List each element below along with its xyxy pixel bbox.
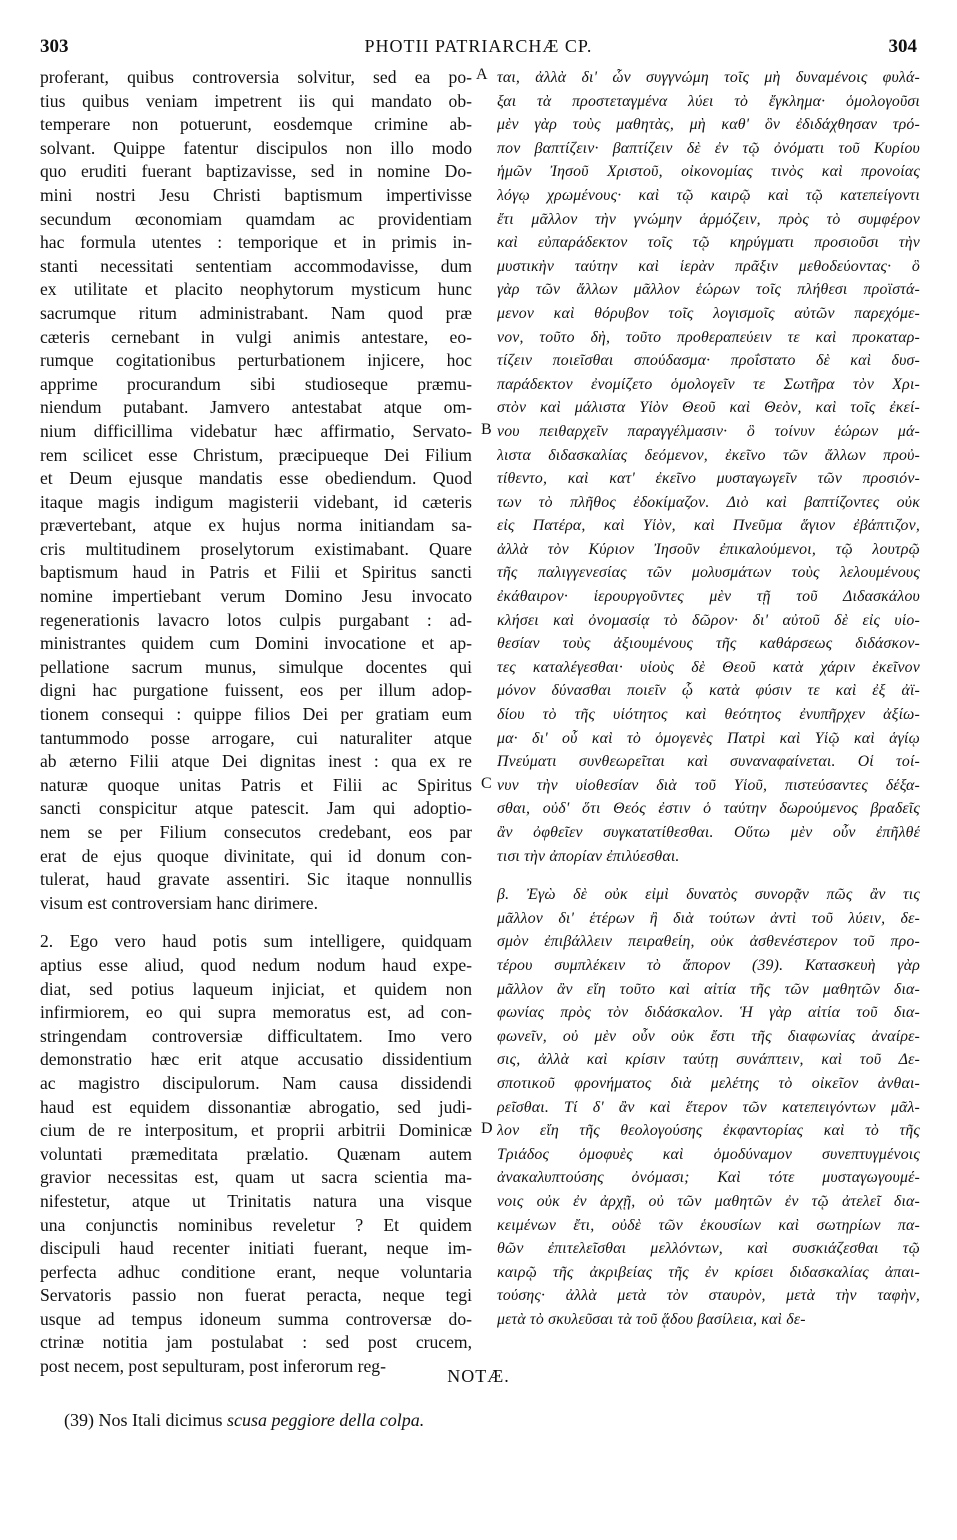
greek-text-line: τῆς παλιγγενεσίας τῶν μολυσμάτων τοὺς λελουμένους xyxy=(497,564,920,582)
latin-text-line: sancti conspicitur atque patescit. Jam qui adoptio- xyxy=(40,798,472,819)
latin-text-line: temperare non potuerunt, eosdemque crimine ab- xyxy=(40,114,472,135)
greek-text-line: εἰς Πατέρα, καὶ Υἱὸν, καὶ Πνεῦμα ἅγιον ἐβάπτιζον, xyxy=(497,517,920,535)
latin-text-line: erat de ejus quoque divinitate, qui id donum con- xyxy=(40,845,472,866)
greek-text-line: μενον καὶ θόρυβον τοῖς λογισμοῖς αὐτῶν παρεχόμε- xyxy=(497,304,920,322)
margin-marker-b: B xyxy=(481,421,492,438)
latin-text-line: et Deum ejusque mandatis esse obediendum. Quod xyxy=(40,468,472,489)
greek-text-line: τες καταλέγεσθαι· υἱοὺς δὲ Θεοῦ κατὰ χάριν ἐκεῖνον xyxy=(497,658,920,676)
greek-text-line: στὸν καὶ μάλιστα Υἱὸν Θεοῦ καὶ Θεὸν, καὶ τοῖς ἐκεί- xyxy=(497,399,920,417)
greek-text-line: λον εἴη τῆς θεολογούσης ἐκφαντορίας καὶ τὸ τῆς xyxy=(497,1122,920,1140)
greek-text-line: ξαι τὰ προστεταγμένα λύει τὸ ἔγκλημα· ὁμολογοῦσι xyxy=(497,92,920,110)
latin-text-line: tulerat, haud gravate assentiri. Sic itaque nonnullis xyxy=(40,869,472,890)
latin-text-line: aptius esse aliud, quod nedum nodum haud expe- xyxy=(40,954,472,975)
latin-text-line: infirmiorem, eo qui supra memoratus est, ad con- xyxy=(40,1002,472,1023)
latin-text-line: stringendam controversiæ difficultatem. Imo vero xyxy=(40,1025,472,1046)
greek-text-line: γὰρ τῶν ἄλλων μᾶλλον ἑώρων τοῖς πλήθεσι προϊστά- xyxy=(497,281,920,299)
latin-text-line: nium difficillima videbatur hæc affirmatio, Servato- xyxy=(40,420,472,441)
latin-text-line: ex utilitate et placito neophytorum mysticum hunc xyxy=(40,279,472,300)
latin-text-line: regenerationis lavacro lotos culpis purgabant : ad- xyxy=(40,609,472,630)
greek-text-line: νου πειθαρχεῖν παραγγέλμασιν· ὃ τοίνυν ἑώρων μά- xyxy=(497,422,920,440)
greek-text-line: σθαι, οὐδ' ὅτι Θεός ἐστιν ὁ ταύτην δωρούμενος βραδεῖς xyxy=(497,800,920,818)
greek-text-line: ἀνακαλυπτούσης ὀνόμασι; Καὶ τότε μυσταγωγουμέ- xyxy=(497,1169,920,1187)
latin-text-line: discipuli haud recenter initiati fuerant, neque im- xyxy=(40,1238,472,1259)
page-number-left: 303 xyxy=(40,36,69,57)
footnote xyxy=(64,1410,424,1431)
greek-text-line: ἀλλὰ τὸν Κύριον Ἰησοῦν ἐπικαλούμενοι, τῷ λουτρῷ xyxy=(497,540,920,558)
latin-text-line: visum est controversiam hanc dirimere. xyxy=(40,892,318,913)
latin-text-line: nomine impertiebant verum Domino Jesu invocato xyxy=(40,586,472,607)
latin-text-line: haud est equidem dissonantiæ abrogatio, sed judi- xyxy=(40,1096,472,1117)
page-header xyxy=(0,36,957,60)
latin-text-line: cæteris cernebant in vulgi animis antestare, eo- xyxy=(40,326,472,347)
latin-text-line: 2. Ego vero haud potis sum intelligere, quidquam xyxy=(40,931,472,952)
footnote-number: (39) xyxy=(64,1410,94,1430)
greek-text-line: μυστικὴν ταύτην καὶ ἱερὰν πρᾶξιν μεθοδεύοντας· ὃ xyxy=(497,257,920,275)
latin-text-line: baptismum haud in Patris et Filii et Spiritus sancti xyxy=(40,562,472,583)
greek-text-line: σμὸν ἐπιβάλλειν πειραθείη, οὐκ ἀσθενέστερον τοῦ προ- xyxy=(497,933,920,951)
greek-text-line: νον, τοῦτο δὴ, τοῦτο προθεραπεύειν τε καὶ προκαταρ- xyxy=(497,328,920,346)
greek-text-line: μόνον δύνασθαι ποιεῖν ᾧ κατὰ φύσιν τε καὶ ἐξ ἀϊ- xyxy=(497,682,920,700)
latin-column xyxy=(40,66,472,1379)
latin-text-line: perfecta adhuc conditione erant, neque voluntaria xyxy=(40,1261,472,1282)
latin-text-line: tius quibus veniam impetrent iis qui mandato ob- xyxy=(40,90,472,111)
margin-marker-a: A xyxy=(476,66,488,83)
greek-text-line: κειμένων ἔτι, οὐδὲ τῶν ἑκουσίων καὶ σωτηρίων πα- xyxy=(497,1216,920,1234)
latin-text-line: una conjunctis nominibus reveletur ? Et quidem xyxy=(40,1214,472,1235)
latin-text-line: quo eruditi fuerant baptizavisse, sed in nomine Do- xyxy=(40,161,472,182)
latin-text-line: post necem, post sepulturam, post inferorum reg- xyxy=(40,1356,386,1377)
latin-text-line: Servatoris passio non fuerat peracta, neque tegi xyxy=(40,1285,472,1306)
latin-text-line: nem se per Filium consecutos credebant, eos par xyxy=(40,822,472,842)
greek-text-line: ται, ἀλλὰ δι' ὧν συγγνώμη τοῖς μὴ δυναμένοις φυλά- xyxy=(497,69,920,86)
footnote-text: Nos Itali dicimus xyxy=(98,1410,223,1430)
greek-text-line: μᾶλλον δι' ἑτέρων ἢ διὰ τούτων ἀντὶ τοῦ λύειν, δε- xyxy=(497,909,920,927)
notes-heading: NOTÆ. xyxy=(447,1366,510,1386)
margin-marker-c: C xyxy=(481,775,492,792)
greek-text-line: τούσης· ἀλλὰ μετὰ τὸν σταυρὸν, μετὰ τὴν ταφὴν, xyxy=(497,1287,920,1305)
latin-text-line: gravior necessitas est, quam ut sacra scientia ma- xyxy=(40,1167,472,1188)
greek-text-line: μα· δι' οὗ καὶ τὸ ὁμογενὲς Πατρὶ καὶ Υἱῷ καὶ ἁγίῳ xyxy=(497,729,920,747)
greek-text-line: φωνεῖν, οὐ μὲν οὖν οὐκ ἔστι τῆς διαφωνίας ἀναίρε- xyxy=(497,1027,920,1045)
latin-text-line: cium de re interpositum, et proprii arbitrii Dominicæ xyxy=(40,1120,472,1141)
greek-text-line: λιστα διδασκαλίας δεόμενον, ἐκεῖνο τῶν ἄλλων προὐ- xyxy=(497,446,920,464)
latin-text-line: rem scilicet esse Christum, præcipueque Dei Filium xyxy=(40,444,472,465)
latin-text-line: apprime procurandum sibi studioseque præmu- xyxy=(40,373,472,394)
page-number-right: 304 xyxy=(888,36,917,57)
greek-text-line: τίθεντο, καὶ κατ' ἐκεῖνο μυσταγωγεῖν τῶν προσιόν- xyxy=(497,470,920,488)
latin-text-line: sacrumque ritum administrabant. Nam quod præ xyxy=(40,302,472,323)
greek-text-line: Τριάδος ὁμοφυὲς καὶ ὁμοδύναμον συνεπτυγμένοις xyxy=(497,1145,920,1163)
greek-text-line: παράδεκτον ἐνομίζετο ὁμολογεῖν τε Σωτῆρα τὸν Χρι- xyxy=(497,375,920,393)
latin-text-line: nifestetur, atque ut Trinitatis natura una visque xyxy=(40,1190,472,1211)
greek-text-line: φωνίας πρὸς τὸν διδάσκαλον. Ἡ γὰρ αἰτία τοῦ δια- xyxy=(497,1004,920,1022)
greek-text-line: β. Ἐγὼ δὲ οὐκ εἰμὶ δυνατὸς συνορᾷν πῶς ἂν τις xyxy=(497,886,920,904)
greek-column xyxy=(497,66,920,1331)
greek-text-line: καιρῷ τῆς ἀκριβείας τῆς ἐν κρίσει διδασκαλίας ἀπαι- xyxy=(497,1263,920,1281)
latin-text-line: stanti necessitati sententiam accommodavisse, dum xyxy=(40,255,472,276)
greek-text-line: ἂν ὀφθεῖεν συγκατατίθεσθαι. Οὕτω μὲν οὖν ἐπῆλθέ xyxy=(497,824,920,841)
greek-text-line: των τὸ πλῆθος ἐδοκίμαζον. Διὸ καὶ βαπτίζοντες οὐκ xyxy=(497,493,920,511)
greek-text-line: μὲν γὰρ τοὺς μαθητὰς, μὴ καθ' ὃν ἐδιδάχθησαν τρό- xyxy=(497,116,920,134)
latin-text-line: naturæ quoque unitas Patris et Filii ac Spiritus xyxy=(40,774,472,795)
greek-text-line: μᾶλλον ἂν εἴη τοῦτο καὶ αἰτία τῆς τῶν μαθητῶν δια- xyxy=(497,980,920,998)
margin-marker-d: D xyxy=(481,1120,493,1137)
greek-text-line: μετὰ τὸ σκυλεῦσαι τὰ τοῦ ᾅδου βασίλεια, καὶ δε- xyxy=(497,1310,806,1328)
latin-text-line: diat, sed potius laqueum injiciat, et quidem non xyxy=(40,978,472,999)
latin-text-line: voluntati præmeditata prælatio. Quænam autem xyxy=(40,1143,472,1164)
greek-text-line: νυν τὴν υἱοθεσίαν διὰ τοῦ Υἱοῦ, πιστεύσαντες δέξα- xyxy=(497,776,920,794)
latin-text-line: proferant, quibus controversia solvitur, sed ea po- xyxy=(40,67,472,87)
latin-text-line: solvant. Quippe fatentur discipulos non illo modo xyxy=(40,137,472,158)
latin-text-line: ac magistro discipulorum. Nam causa dissidendi xyxy=(40,1072,472,1093)
greek-text-line: ἡμῶν Ἰησοῦ Χριστοῦ, οἰκονομίας τινὸς καὶ προνοίας xyxy=(497,163,920,181)
latin-text-line: ctrinæ notitia jam postulabat : sed post crucem, xyxy=(40,1332,472,1353)
greek-text-line: κλήσει καὶ ὀνομασίᾳ τὸ δῶρον· δι' αὐτοῦ δὲ εἰς υἱο- xyxy=(497,611,920,629)
greek-text-line: καὶ εὐπαράδεκτον τοῖς τῷ κηρύγματι προσιοῦσι τὴν xyxy=(497,234,920,252)
latin-text-line: niendum putabant. Jamvero antestabat atque om- xyxy=(40,397,472,418)
greek-text-line: ἐκάθαιρον· ἱερουργοῦντες μὲν τῇ τοῦ Διδασκάλου xyxy=(497,588,920,606)
latin-text-line: mini nostri Jesu Christi baptismum impertivisse xyxy=(40,184,472,205)
greek-text-line: πον βαπτίζειν· βαπτίζειν δὲ ἐν τῷ ὀνόματι τοῦ Κυρίου xyxy=(497,139,920,157)
greek-text-line: θεσίαν τοὺς ἀξιουμένους τῆς καθάρσεως διδάσκον- xyxy=(497,635,920,653)
latin-text-line: usque ad tempus idoneum summa controversæ do- xyxy=(40,1308,472,1329)
latin-text-line: hac formula utentes : temporique et in primis in- xyxy=(40,232,472,253)
latin-text-line: pellatione sacrum munus, simulque docentes qui xyxy=(40,656,472,677)
footnote-italic-text: scusa peggiore della colpa. xyxy=(227,1410,425,1430)
greek-text-line: τισι τὴν ἀπορίαν ἐπιλύεσθαι. xyxy=(497,847,680,865)
greek-text-line: ἔτι μᾶλλον τὴν γνώμην ἁρμόζειν, πρὸς τὸ συμφέρον xyxy=(497,210,920,228)
latin-text-line: demonstratio hæc erit atque accusatio dissidentium xyxy=(40,1049,472,1070)
greek-text-line: σις, ἀλλὰ καὶ κρίσιν ταύτῃ συνάπτειν, καὶ τοῦ Δε- xyxy=(497,1051,920,1069)
greek-text-line: ρεῖσθαι. Τί δ' ἂν καὶ ἕτερον τῶν κατεπειγόντων μᾶλ- xyxy=(497,1098,920,1116)
latin-text-line: secundum œconomiam quamdam ac providentiam xyxy=(40,208,472,229)
latin-text-line: prævertebant, atque ex hujus norma initiandam sa- xyxy=(40,515,472,536)
latin-text-line: ministrantes quidem cum Domini invocatione et ap- xyxy=(40,633,472,654)
greek-text-line: λόγῳ χρωμένους· καὶ τῷ καιρῷ καὶ τῷ κατεπείγοντι xyxy=(497,186,920,204)
greek-text-line: Πνεύματι συνθεωρεῖται καὶ συναναφαίνεται. Οἱ τοί- xyxy=(497,753,920,771)
greek-text-line: τέρου συμπλέκειν τὸ ἄπορον (39). Κατασκευὴ γὰρ xyxy=(497,956,920,974)
latin-text-line: digni hac purgatione fuissent, eos per illum adop- xyxy=(40,680,472,701)
running-title: PHOTII PATRIARCHÆ CP. xyxy=(364,36,593,56)
latin-text-line: tantummodo posse arrogare, cui naturaliter atque xyxy=(40,727,472,748)
greek-text-line: θῶν ἐπιτελεῖσθαι μελλόντων, καὶ συσκιάζεσθαι τῷ xyxy=(497,1240,920,1258)
greek-text-line: δίου τὸ τῆς υἱότητος καὶ θεότητος ἐνυπῆρχεν ἀξίω- xyxy=(497,706,920,724)
latin-text-line: tionem consequi : quippe filios Dei per gratiam eum xyxy=(40,704,472,725)
greek-text-line: τίζειν ποιεῖσθαι σπούδασμα· προΐστατο δὲ καὶ δυσ- xyxy=(497,352,920,370)
latin-text-line: ab æterno Filii atque Dei dignitas inest : qua ex re xyxy=(40,751,472,772)
latin-text-line: cris multitudinem proselytorum existimabant. Quare xyxy=(40,538,472,559)
latin-text-line: itaque magis indigum magisterii videbant, id cæteris xyxy=(40,491,472,512)
greek-text-line: νοις οὐκ ἐν ἀρχῇ, οὐ τῶν μαθητῶν ἐν τῷ ἀτελεῖ δια- xyxy=(497,1192,920,1210)
latin-text-line: rumque cogitationibus perturbationem injicere, hoc xyxy=(40,350,472,371)
greek-text-line: σποτικοῦ φρονήματος διὰ μελέτης τὸ οἰκεῖον ἀνθαι- xyxy=(497,1074,920,1092)
